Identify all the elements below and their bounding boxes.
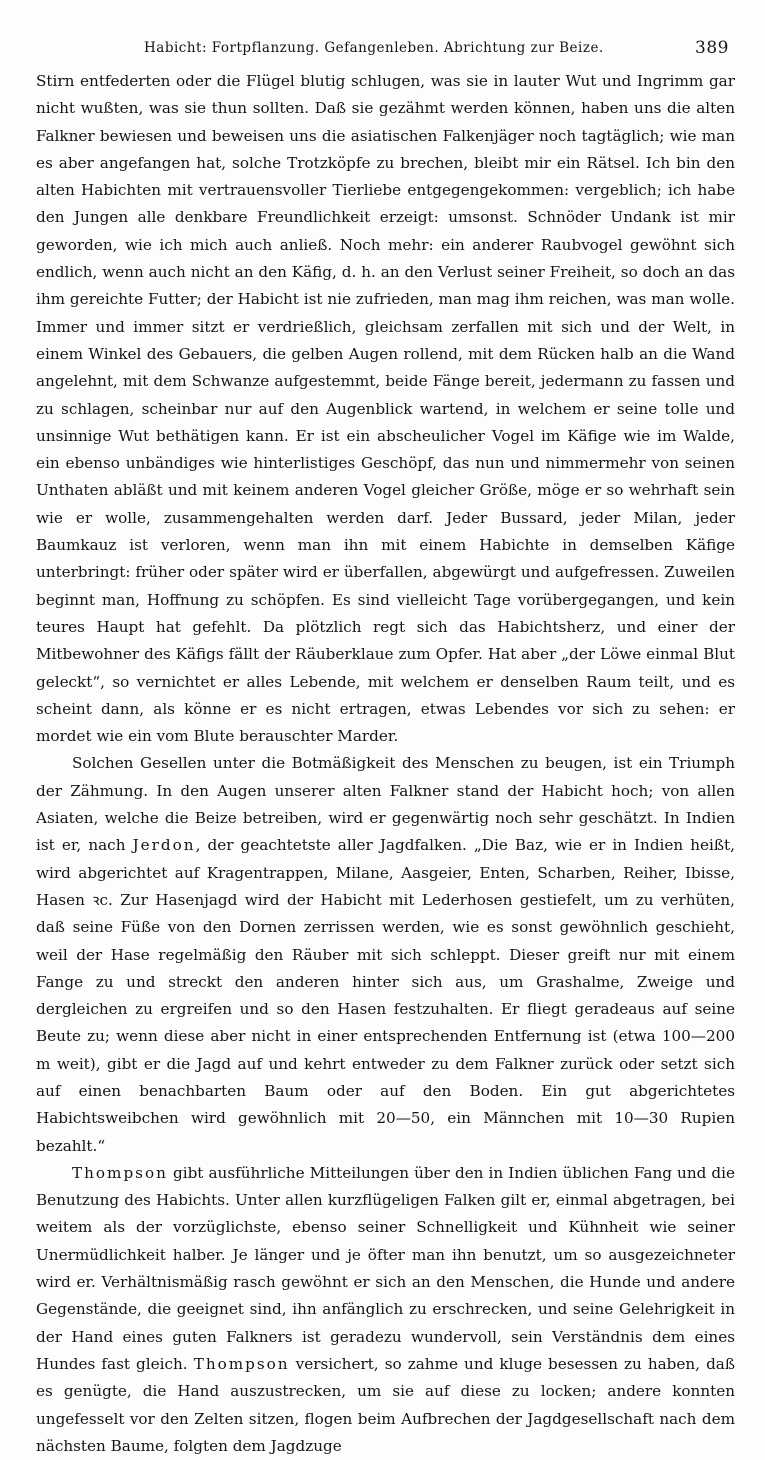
paragraph [36,750,735,1159]
running-title: Habicht: Fortpflanzung. Gefangenleben. Abrichtung zur Beize. [144,40,604,56]
text-run: versichert, so zahme und kluge besessen zu haben, daß es genügte, die Hand auszustrecken, um sie auf diese zu locken; andere konnten ungefesselt vor den Zelten sitzen, flogen beim Aufbrechen der Jagdgesellschaft nach dem nächsten Baume, folgten dem Jagdzuge [36,1354,735,1455]
paragraph [36,1160,735,1460]
author-name: Thompson [72,1163,168,1182]
author-name: Thompson [193,1354,290,1373]
paragraph [36,68,735,750]
running-header [36,34,735,62]
text-run: Solchen Gesellen unter die Botmäßigkeit des Menschen zu beugen, ist ein Triumph der Zähmung. In den Augen unserer alten Falkner stand der Habicht hoch; von allen Asiaten, welche die Beize betreiben, wird er gegenwärtig noch sehr geschätzt. In Indien ist er, nach [36,754,735,855]
text-run: gibt ausführliche Mitteilungen über den in Indien üblichen Fang und die Benutzung des Habichts. Unter allen kurzflügeligen Falken gilt er, einmal abgetragen, bei weitem als der vorzüglichste, ebenso seiner Schnelligkeit und Kühnheit wie seiner Unermüdlichkeit halber. Je länger und je öfter man ihn benutzt, um so ausgezeichneter wird er. Verhältnismäßig rasch gewöhnt er sich an den Menschen, die Hunde und andere Gegenstände, die geeignet sind, ihn anfänglich zu erschrecken, und seine Gelehrigkeit in der Hand eines guten Falkners ist geradezu wundervoll, sein Verständnis dem eines Hundes fast gleich. [36,1163,735,1373]
author-name: Jerdon [132,836,196,855]
page-number: 389 [695,38,729,58]
body-text [36,68,735,1460]
text-run: , der geachtetste aller Jagdfalken. „Die Baz, wie er in Indien heißt, wird abgerichtet auf Kragentrappen, Milane, Aasgeier, Enten, Scharben, Reiher, Ibisse, Hasen ꝛc. Zur Hasenjagd wird der Habicht mit Lederhosen gestiefelt, um zu verhüten, daß seine Füße von den Dornen zerrissen werden, wie es sonst gewöhnlich geschieht, weil der Hase regelmäßig den Räuber mit sich schleppt. Dieser greift nur mit einem Fange zu und streckt den anderen hinter sich aus, um Grashalme, Zweige und dergleichen zu ergreifen und so den Hasen festzuhalten. Er fliegt geradeaus auf seine Beute zu; wenn diese aber nicht in einer entsprechenden Entfernung ist (etwa 100—200 m weit), gibt er die Jagd auf und kehrt entweder zu dem Falkner zurück oder setzt sich auf einen benachbarten Baum oder auf den Boden. Ein gut abgerichtetes Habichtsweibchen wird gewöhnlich mit 20—50, ein Männchen mit 10—30 Rupien bezahlt.“ [36,836,735,1155]
text-run: Stirn entfederten oder die Flügel blutig schlugen, was sie in lauter Wut und Ingrimm gar nicht wußten, was sie thun sollten. Daß sie gezähmt werden können, haben uns die alten Falkner bewiesen und beweisen uns die asiatischen Falkenjäger noch tagtäglich; wie man es aber angefangen hat, solche Trotzköpfe zu brechen, bleibt mir ein Rätsel. Ich bin den alten Habichten mit vertrauensvoller Tierliebe entgegengekommen: vergeblich; ich habe den Jungen alle denkbare Freundlichkeit erzeigt: umsonst. Schnöder Undank ist mir geworden, wie ich mich auch anließ. Noch mehr: ein anderer Raubvogel gewöhnt sich endlich, wenn auch nicht an den Käfig, d. h. an den Verlust seiner Freiheit, so doch an das ihm gereichte Futter; der Habicht ist nie zufrieden, man mag ihm reichen, was man wolle. Immer und immer sitzt er verdrießlich, gleichsam zerfallen mit sich und der Welt, in einem Winkel des Gebauers, die gelben Augen rollend, mit dem Rücken halb an die Wand angelehnt, mit dem Schwanze aufgestemmt, beide Fänge bereit, jedermann zu fassen und zu schlagen, scheinbar nur auf den Augenblick wartend, in welchem er seine tolle und unsinnige Wut bethätigen kann. Er ist ein abscheulicher Vogel im Käfige wie im Walde, ein ebenso unbändiges wie hinterlistiges Geschöpf, das nun und nimmermehr von seinen Unthaten abläßt und mit keinem anderen Vogel gleicher Größe, möge er so wehrhaft sein wie er wolle, zusammengehalten werden darf. Jeder Bussard, jeder Milan, jeder Baumkauz ist verloren, wenn man ihn mit einem Habichte in demselben Käfige unterbringt: früher oder später wird er überfallen, abgewürgt und aufgefressen. Zuweilen beginnt man, Hoffnung zu schöpfen. Es sind vielleicht Tage vorübergegangen, und kein teures Haupt hat gefehlt. Da plötzlich regt sich das Habichtsherz, und einer der Mitbewohner des Käfigs fällt der Räuberklaue zum Opfer. Hat aber „der Löwe einmal Blut geleckt“, so vernichtet er alles Lebende, mit welchem er denselben Raum teilt, und es scheint dann, als könne er es nicht ertragen, etwas Lebendes vor sich zu sehen: er mordet wie ein vom Blute berauschter Marder. [36,72,735,746]
